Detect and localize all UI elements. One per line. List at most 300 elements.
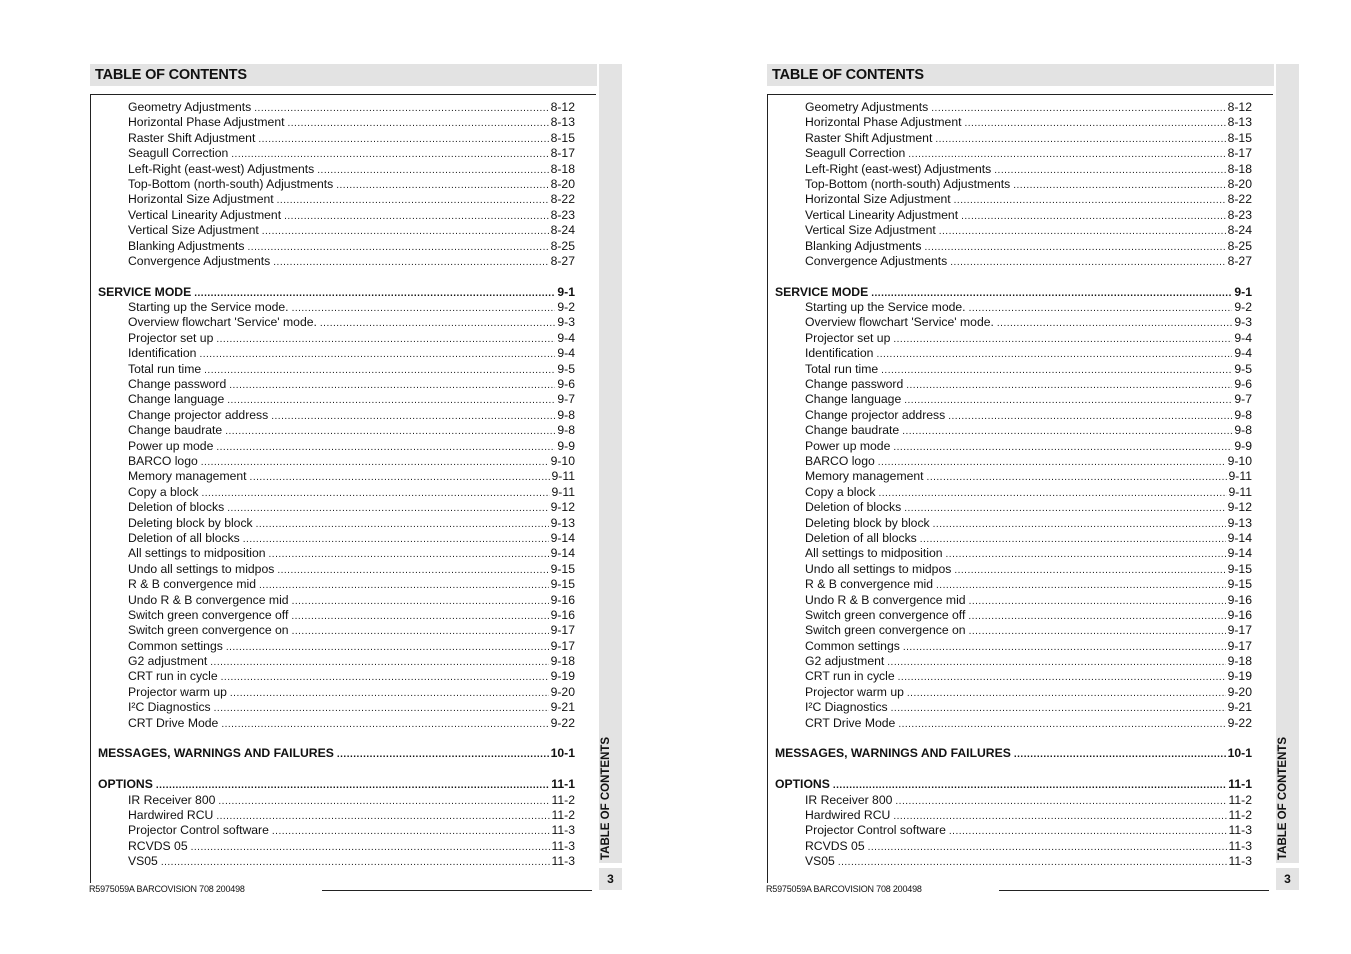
dot-leader [337,749,549,760]
toc-entry-page: 9-9 [1234,438,1252,453]
dot-leader [292,626,549,637]
dot-leader [969,626,1226,637]
toc-entry-page: 9-15 [1227,577,1252,592]
toc-entry-page: 9-2 [1234,300,1252,315]
toc-entry-page: 9-3 [1234,315,1252,330]
toc-entry-title: Undo R & B convergence mid [128,592,289,607]
dot-leader [903,642,1226,653]
dot-leader [256,519,549,530]
toc-entry-page: 9-13 [550,515,575,530]
dot-leader [927,472,1227,483]
toc-entry [98,669,575,684]
toc-entry-page: 11-3 [1228,823,1252,838]
toc-entry-title: Blanking Adjustments [128,238,245,253]
dot-leader [221,672,549,683]
toc-entry-page: 11-2 [1228,807,1252,822]
dot-leader [156,780,549,791]
toc-entry-title: All settings to midposition [805,546,943,561]
toc-entry-title: Change projector address [805,407,946,422]
dot-leader [277,565,548,576]
toc-entry-title: Power up mode [805,438,891,453]
toc-entry-title: Change password [128,377,227,392]
page-title: TABLE OF CONTENTS [95,67,247,83]
dot-leader [216,811,549,822]
toc-entry-page: 8-24 [550,223,575,238]
toc-entry [98,346,575,361]
toc-entry-page: 9-11 [551,469,575,484]
footer-code: R5975059A BARCOVISION 708 200498 [766,884,922,894]
dot-leader [902,426,1232,437]
toc-entry [775,531,1252,546]
toc-entry-page: 8-12 [1227,100,1252,114]
dot-leader [230,688,549,699]
toc-entry [98,700,575,715]
dot-leader [931,103,1225,114]
dot-leader [997,318,1232,329]
dot-leader [1014,749,1226,760]
toc-entry-title: Projector Control software [805,823,946,838]
toc-section-entry [775,777,1252,792]
toc-entry-page: 9-4 [1234,346,1252,361]
dot-leader [838,857,1227,868]
toc-entry-page: 9-14 [1227,530,1252,545]
toc-entry [775,823,1252,838]
toc-entry [98,469,575,484]
toc-entry-title: Total run time [805,361,879,376]
toc-spacer [98,762,575,777]
toc-entry-page: 9-14 [1227,546,1252,561]
toc-entry [775,793,1252,808]
toc-entry [775,439,1252,454]
toc-spacer [775,762,1252,777]
dot-leader [904,395,1232,406]
toc-entry [775,685,1252,700]
toc-entry-page: 11-1 [1228,777,1252,792]
dot-leader [229,380,555,391]
toc-entry [775,162,1252,177]
toc-entry-title: Raster Shift Adjustment [805,130,933,145]
dot-leader [231,149,548,160]
toc-entry-page: 8-22 [550,192,575,207]
toc-entry-title: CRT run in cycle [805,669,895,684]
dot-leader [933,519,1226,530]
toc-entry-title: Memory management [805,469,924,484]
toc-entry-title: Vertical Size Adjustment [805,223,936,238]
toc-entry-page: 9-11 [551,484,575,499]
toc-entry-title: G2 adjustment [128,654,208,669]
toc-list [98,100,575,870]
toc-entry [98,131,575,146]
dot-leader [969,303,1233,314]
toc-entry [775,115,1252,130]
toc-entry [98,485,575,500]
toc-entry [775,654,1252,669]
toc-entry-title: Vertical Linearity Adjustment [128,207,282,222]
toc-entry-page: 8-13 [550,115,575,130]
dot-leader [216,334,555,345]
dot-leader [833,780,1226,791]
toc-entry-page: 9-8 [1234,423,1252,438]
toc-entry [98,500,575,515]
toc-entry-page: 9-12 [1227,500,1252,515]
dot-leader [269,549,549,560]
toc-entry-page: 9-19 [550,669,575,684]
dot-leader [908,149,1225,160]
page-title: TABLE OF CONTENTS [772,67,924,83]
toc-entry-title: Convergence Adjustments [805,253,948,268]
toc-entry [775,239,1252,254]
toc-entry [775,808,1252,823]
toc-entry-page: 9-16 [1227,607,1252,622]
dot-leader [226,642,549,653]
toc-entry-page: 9-19 [1227,669,1252,684]
toc-entry-page: 9-2 [557,300,575,315]
toc-entry [98,162,575,177]
toc-entry [775,500,1252,515]
footer-code: R5975059A BARCOVISION 708 200498 [89,884,245,894]
toc-entry-title: CRT Drive Mode [805,715,896,730]
toc-entry-title: Identification [805,346,874,361]
page-number: 3 [599,868,622,890]
toc-entry-page: 8-18 [1227,161,1252,176]
dot-leader [954,565,1225,576]
toc-entry [775,254,1252,269]
toc-entry-title: Geometry Adjustments [128,100,252,114]
toc-entry-title: Left-Right (east-west) Adjustments [128,161,315,176]
toc-entry [98,239,575,254]
dot-leader [954,195,1226,206]
toc-entry [98,300,575,315]
toc-entry-title: BARCO logo [128,453,198,468]
toc-entry-title: Top-Bottom (north-south) Adjustments [805,176,1011,191]
toc-entry-page: 9-5 [1234,361,1252,376]
toc-entry-title: Vertical Linearity Adjustment [805,207,959,222]
toc-entry-page: 9-22 [1227,715,1252,730]
dot-leader [948,411,1232,422]
toc-entry [98,839,575,854]
toc-section-entry [98,746,575,761]
toc-entry [775,669,1252,684]
dot-leader [243,534,549,545]
dot-leader [227,395,555,406]
toc-entry [98,223,575,238]
toc-entry-page: 9-15 [550,561,575,576]
toc-entry [98,377,575,392]
toc-entry-page: 9-3 [557,315,575,330]
toc-entry-page: 10-1 [550,746,575,761]
toc-entry-title: Raster Shift Adjustment [128,130,256,145]
toc-entry-title: Power up mode [128,438,214,453]
toc-entry-title: I²C Diagnostics [128,700,211,715]
toc-entry [98,423,575,438]
toc-entry-title: Projector Control software [128,823,269,838]
toc-entry [98,716,575,731]
toc-entry [98,100,575,115]
toc-entry [98,854,575,869]
page-number: 3 [1276,868,1299,890]
toc-entry-title: R & B convergence mid [805,577,934,592]
toc-entry-page: 9-16 [550,607,575,622]
toc-entry-page: 11-3 [551,854,575,869]
toc-entry [775,100,1252,115]
toc-entry-title: BARCO logo [805,453,875,468]
toc-entry-title: Starting up the Service mode. [128,300,289,315]
toc-entry [775,208,1252,223]
toc-entry [98,531,575,546]
toc-entry [775,485,1252,500]
toc-entry [98,115,575,130]
toc-entry [775,192,1252,207]
toc-entry-page: 9-4 [557,346,575,361]
dot-leader [320,318,555,329]
toc-entry [98,516,575,531]
toc-entry [98,639,575,654]
toc-entry-page: 11-1 [551,777,575,792]
toc-entry-page: 9-13 [1227,515,1252,530]
toc-entry-page: 10-1 [1227,746,1252,761]
toc-entry [775,716,1252,731]
toc-entry-title: Undo all settings to midpos [805,561,952,576]
toc-entry-title: Seagull Correction [805,146,906,161]
toc-entry [775,700,1252,715]
toc-entry-page: 9-17 [1227,623,1252,638]
toc-entry-title: Switch green convergence on [128,623,289,638]
left-page [90,64,622,904]
dot-leader [950,257,1225,268]
toc-entry-page: 9-16 [550,592,575,607]
toc-entry-page: 8-20 [1227,176,1252,191]
dot-leader [920,534,1226,545]
toc-entry-title: Projector set up [128,330,214,345]
dot-leader [273,257,548,268]
dot-leader [194,288,555,299]
toc-entry [98,793,575,808]
toc-entry-page: 11-3 [551,838,575,853]
dot-leader [199,349,555,360]
toc-entry-title: Deletion of all blocks [805,530,917,545]
toc-entry-title: Deleting block by block [128,515,253,530]
dot-leader [907,688,1226,699]
toc-entry [775,392,1252,407]
toc-entry-page: 8-13 [1227,115,1252,130]
toc-entry-page: 9-15 [550,577,575,592]
toc-entry [775,454,1252,469]
toc-entry [775,608,1252,623]
toc-entry-page: 8-23 [1227,207,1252,222]
toc-entry [775,516,1252,531]
dot-leader [946,549,1226,560]
dot-leader [258,134,548,145]
toc-entry-page: 9-14 [550,530,575,545]
toc-entry-page: 9-20 [550,684,575,699]
toc-section-entry [98,777,575,792]
toc-entry [775,546,1252,561]
toc-entry-title: Common settings [805,638,900,653]
dot-leader [259,580,549,591]
right-page [767,64,1299,904]
dot-leader [887,657,1225,668]
dot-leader [893,334,1232,345]
toc-entry-title: Deletion of blocks [805,500,902,515]
toc-entry-title: Overview flowchart 'Service' mode. [805,315,994,330]
toc-entry-page: 8-17 [550,146,575,161]
title-bar [90,64,597,86]
toc-entry [98,623,575,638]
toc-entry-title: Change language [128,392,225,407]
toc-spacer [98,731,575,746]
toc-section-entry [775,746,1252,761]
dot-leader [969,596,1226,607]
toc-entry-title: Hardwired RCU [128,807,214,822]
toc-entry-title: Starting up the Service mode. [805,300,966,315]
dot-leader [216,442,555,453]
toc-entry-page: 8-23 [550,207,575,222]
dot-leader [949,826,1227,837]
toc-entry-title: Common settings [128,638,223,653]
toc-entry [775,562,1252,577]
dot-leader [201,457,549,468]
dot-leader [284,211,548,222]
dot-leader [898,719,1225,730]
dot-leader [214,703,549,714]
toc-entry-title: Left-Right (east-west) Adjustments [805,161,992,176]
toc-entry-title: R & B convergence mid [128,577,257,592]
toc-entry [775,362,1252,377]
footer-rule [999,890,1269,891]
toc-entry-page: 8-24 [1227,223,1252,238]
dot-leader [210,657,548,668]
toc-entry-page: 8-12 [550,100,575,114]
toc-entry [775,639,1252,654]
toc-entry-page: 11-2 [551,807,575,822]
toc-entry-page: 9-15 [1227,561,1252,576]
toc-entry-page: 9-4 [1234,330,1252,345]
toc-entry [98,454,575,469]
dot-leader [201,488,549,499]
dot-leader [204,365,555,376]
dot-leader [292,303,556,314]
toc-entry-title: Top-Bottom (north-south) Adjustments [128,176,334,191]
toc-entry-title: RCVDS 05 [128,838,188,853]
toc-entry-title: G2 adjustment [805,654,885,669]
toc-entry [775,593,1252,608]
toc-entry-page: 8-18 [550,161,575,176]
toc-entry-page: 9-8 [1234,407,1252,422]
dot-leader [895,796,1226,807]
toc-entry-page: 11-3 [551,823,575,838]
toc-entry-title: Blanking Adjustments [805,238,922,253]
toc-entry [98,392,575,407]
dot-leader [272,826,550,837]
toc-entry-title: Change baudrate [128,423,223,438]
toc-entry-page: 9-8 [557,407,575,422]
dot-leader [161,857,550,868]
toc-entry [775,223,1252,238]
title-bar [767,64,1274,86]
dot-leader [277,195,549,206]
toc-entry [775,146,1252,161]
dot-leader [227,503,548,514]
toc-entry-page: 9-7 [557,392,575,407]
toc-entry-title: Identification [128,346,197,361]
toc-entry-title: OPTIONS [775,777,830,792]
dot-leader [878,488,1226,499]
toc-entry [98,577,575,592]
toc-entry-page: 9-20 [1227,684,1252,699]
dot-leader [336,180,548,191]
toc-entry [775,854,1252,869]
dot-leader [191,842,550,853]
dot-leader [248,242,549,253]
side-tab-label [600,838,612,860]
toc-entry [98,439,575,454]
toc-entry-title: Undo all settings to midpos [128,561,275,576]
toc-entry-page: 9-11 [1228,469,1252,484]
toc-entry [98,823,575,838]
toc-entry-title: IR Receiver 800 [805,792,893,807]
toc-entry-title: Change baudrate [805,423,900,438]
toc-entry-title: MESSAGES, WARNINGS AND FAILURES [98,746,334,761]
toc-entry-title: Projector warm up [805,684,904,699]
dot-leader [876,349,1232,360]
toc-entry [98,808,575,823]
toc-entry [98,562,575,577]
toc-entry-title: VS05 [128,854,158,869]
toc-entry-title: VS05 [805,854,835,869]
toc-entry-title: I²C Diagnostics [805,700,888,715]
dot-leader [218,796,549,807]
dot-leader [994,165,1225,176]
toc-entry [98,208,575,223]
toc-entry-title: Geometry Adjustments [805,100,929,114]
toc-entry-page: 9-1 [557,284,575,299]
dot-leader [936,580,1226,591]
toc-entry [98,192,575,207]
toc-entry-title: Horizontal Phase Adjustment [128,115,285,130]
dot-leader [271,411,555,422]
toc-entry-page: 9-17 [1227,638,1252,653]
toc-entry-page: 9-18 [1227,654,1252,669]
toc-entry-title: Copy a block [128,484,199,499]
toc-entry [98,546,575,561]
toc-entry-page: 8-27 [1227,253,1252,268]
dot-leader [925,242,1226,253]
toc-entry-title: Convergence Adjustments [128,253,271,268]
toc-entry-title: Change password [805,377,904,392]
toc-list [775,100,1252,870]
toc-entry-page: 9-17 [550,638,575,653]
toc-entry-page: 9-9 [557,438,575,453]
toc-entry-page: 9-6 [1234,377,1252,392]
toc-entry [98,254,575,269]
toc-entry [98,177,575,192]
toc-entry-page: 8-25 [550,238,575,253]
toc-entry [775,331,1252,346]
toc-entry-page: 8-25 [1227,238,1252,253]
dot-leader [881,365,1232,376]
toc-entry-title: Change language [805,392,902,407]
toc-section-entry [98,285,575,300]
toc-entry-page: 11-3 [1228,854,1252,869]
toc-entry [775,577,1252,592]
dot-leader [292,596,549,607]
dot-leader [317,165,548,176]
toc-entry-page: 9-22 [550,715,575,730]
toc-entry-page: 9-10 [550,453,575,468]
toc-entry-page: 11-3 [1228,838,1252,853]
toc-entry [98,593,575,608]
toc-entry [98,408,575,423]
